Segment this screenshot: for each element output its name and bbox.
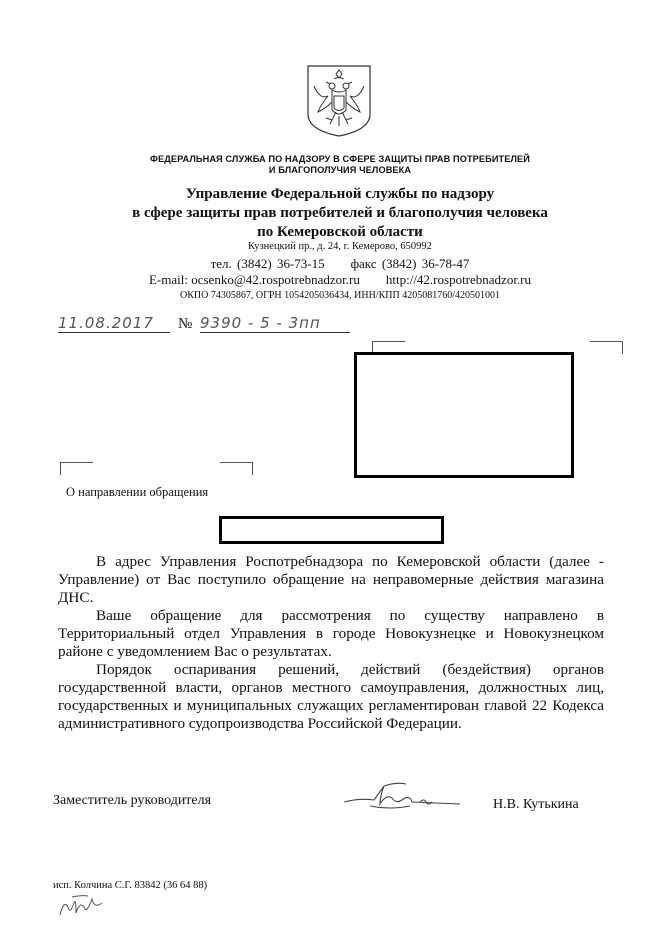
agency-full-line-2: в сфере защиты прав потребителей и благополучия человека [132, 205, 548, 221]
subject-corner-right [220, 462, 253, 475]
executor-info: исп. Колчина С.Г. 83842 (36 64 88) [53, 880, 208, 891]
email-address: E-mail: ocsenko@42.rospotrebnadzor.ru [148, 272, 360, 287]
coat-of-arms-emblem [306, 64, 372, 138]
body-paragraph-3: Порядок оспаривания решений, действий (бездействия) органов государственной власти, органов местного самоуправления, должностных лиц, государственных и муниципальных служащих регламентирован главой 22 Кодекса административного судопроизводства Российской Федерации. [58, 661, 604, 732]
agency-full-line-1: Управление Федеральной службы по надзору [185, 186, 495, 202]
registration-codes: ОКПО 74305867, ОГРН 1054205036434, ИНН/КПП 4205081760/420501001 [180, 290, 500, 301]
registration-date: 11.08.2017 [58, 314, 170, 333]
postal-address: Кузнецкий пр., д. 24, г. Кемерово, 650992 [248, 241, 432, 252]
agency-full-line-3: по Кемеровской области [257, 224, 423, 240]
website-link: http://42.rospotrebnadzor.ru [385, 272, 532, 287]
agency-short-name [60, 154, 620, 176]
handwritten-signature [340, 780, 470, 814]
agency-full-name [60, 185, 620, 242]
registration-number: 9390 - 5 - 3пп [200, 314, 350, 333]
body-paragraph-2: Ваше обращение для рассмотрения по существу направлено в Территориальный отдел Управления в городе Новокузнецке и Новокузнецком районе с уведомлением Вас о результатах. [58, 607, 604, 660]
phone-fax-line [60, 256, 620, 272]
agency-short-line-1: ФЕДЕРАЛЬНАЯ СЛУЖБА ПО НАДЗОРУ В СФЕРЕ ЗАЩИТЫ ПРАВ ПОТРЕБИТЕЛЕЙ [150, 154, 530, 164]
body-paragraph-1: В адрес Управления Роспотребнадзора по Кемеровской области (далее - Управление) от Вас поступило обращение на неправомерные действия магазина ДНС. [58, 553, 604, 606]
signatory-name: Н.В. Кутькина [493, 797, 579, 812]
redacted-salutation [219, 516, 444, 544]
email-web-line [60, 272, 620, 288]
redacted-recipient-block [354, 352, 574, 478]
signatory-title: Заместитель руководителя [53, 793, 212, 808]
fax-number: факс (3842) 36-78-47 [350, 256, 470, 271]
letter-body [58, 553, 604, 733]
phone-number: тел. (3842) 36-73-15 [210, 256, 325, 271]
subject-corner-left [60, 462, 93, 475]
letter-subject: О направлении обращения [66, 485, 209, 499]
number-sign: № [178, 316, 193, 332]
agency-short-line-2: И БЛАГОПОЛУЧИЯ ЧЕЛОВЕКА [268, 165, 412, 175]
executor-initials-signature [58, 893, 110, 919]
recipient-corner-top-right [590, 341, 623, 354]
